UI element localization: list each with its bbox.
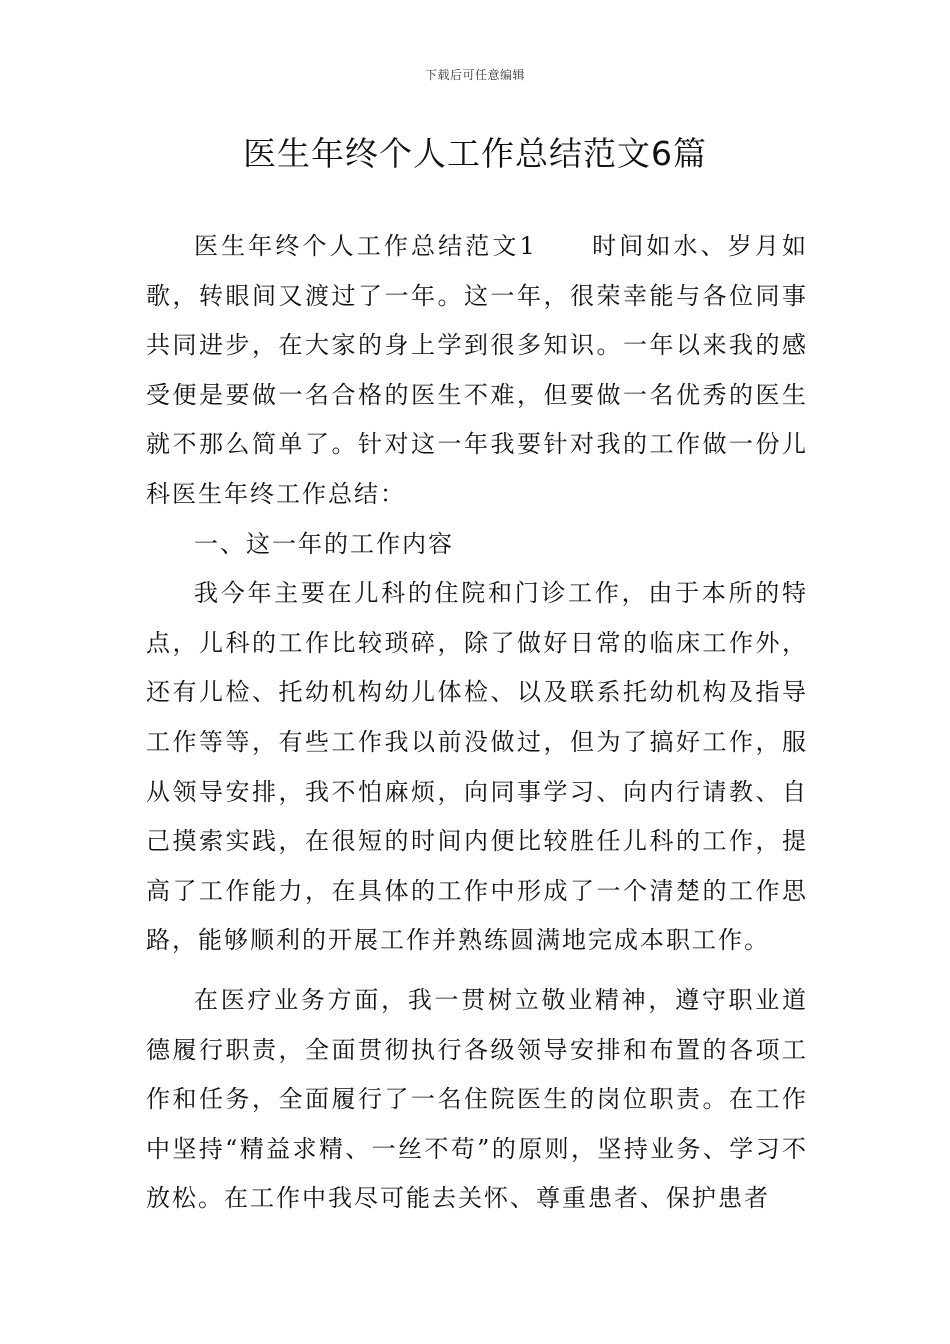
- section-heading: 一、这一年的工作内容: [194, 529, 454, 558]
- paragraph-medical-service: 在医疗业务方面，我一贯树立敬业精神，遵守职业道德履行职责，全面贯彻执行各级领导安排和布置的各项工作和任务，全面履行了一名住院医生的岗位职责。在工作中坚持“精益求精、一丝不苟”的原则，坚持业务、学习不放松。在工作中我尽可能去关怀、尊重患者、保护患者: [146, 985, 808, 1213]
- download-note: 下载后可任意编辑: [424, 68, 525, 82]
- document-title: 医生年终个人工作总结范文6篇: [243, 134, 707, 173]
- paragraph-work-content: 我今年主要在儿科的住院和门诊工作，由于本所的特点，儿科的工作比较琐碎，除了做好日常的临床工作外，还有儿检、托幼机构幼儿体检、以及联系托幼机构及指导工作等等，有些工作我以前没做过，但为了搞好工作，服从领导安排，我不怕麻烦，向同事学习、向内行请教、自己摸索实践，在很短的时间内便比较胜任儿科的工作，提高了工作能力，在具体的工作中形成了一个清楚的工作思路，能够顺利的开展工作并熟练圆满地完成本职工作。: [146, 579, 808, 955]
- document-body: [146, 222, 808, 1224]
- paragraph-intro: 医生年终个人工作总结范文1 时间如水、岁月如歌，转眼间又渡过了一年。这一年，很荣幸能与各位同事共同进步，在大家的身上学到很多知识。一年以来我的感受便是要做一名合格的医生不难，但要做一名优秀的医生就不那么简单了。针对这一年我要针对我的工作做一份儿科医生年终工作总结：: [146, 232, 808, 508]
